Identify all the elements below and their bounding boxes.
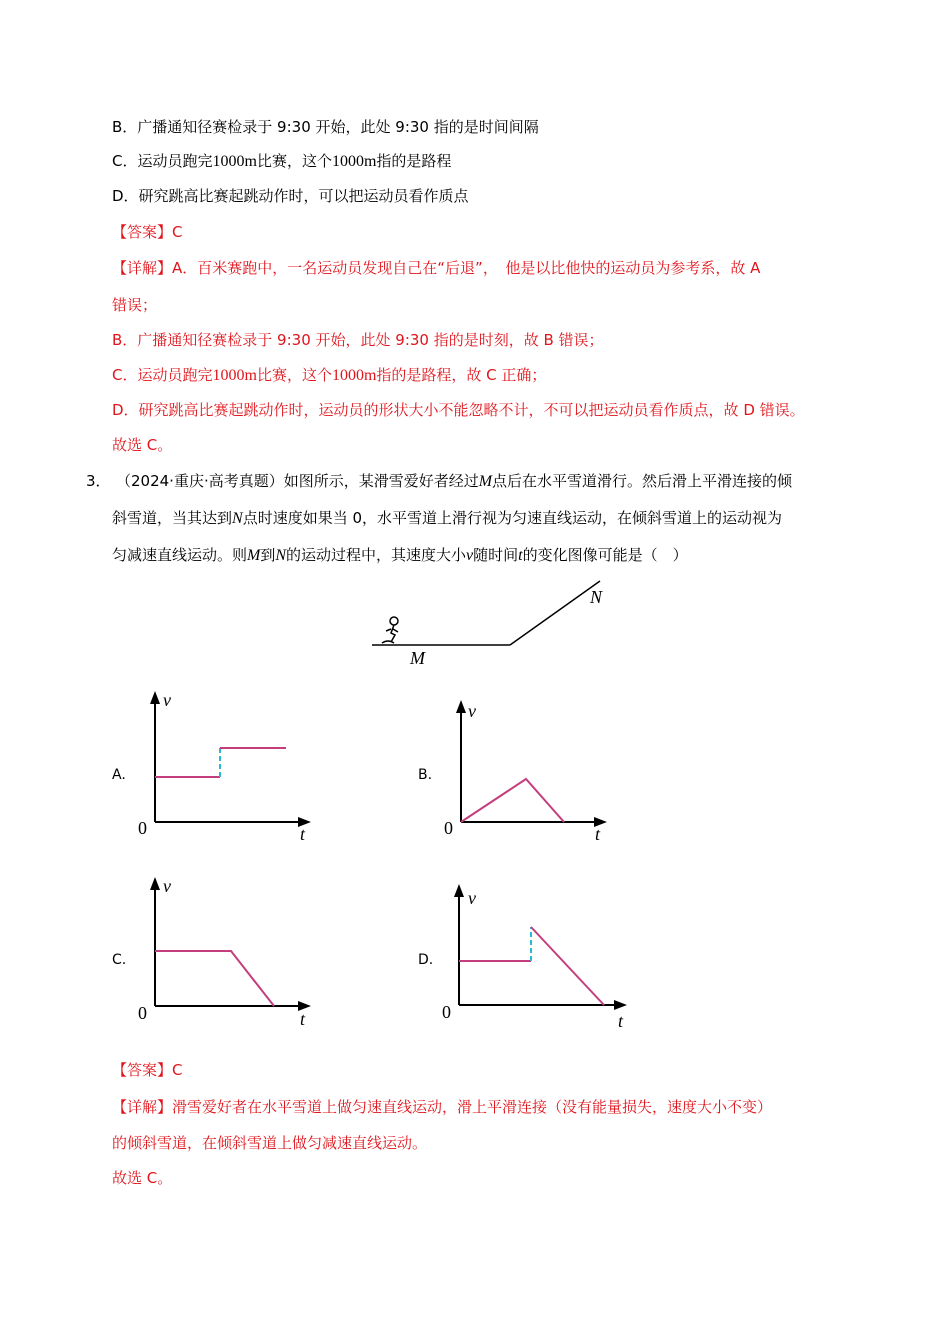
speed-curve (461, 779, 564, 822)
y-arrow (456, 700, 466, 713)
slope-track (510, 581, 600, 645)
detail-2-line-2: 的倾斜雪道，在倾斜雪道上做匀减速直线运动。 (112, 1134, 428, 1152)
option-b-prev: B．广播通知径赛检录于 9:30 开始，此处 9:30 指的是时间间隔 (112, 118, 539, 136)
graph-b[interactable] (436, 695, 626, 850)
graph-c[interactable] (130, 870, 320, 1032)
answer-2: 【答案】C (112, 1061, 183, 1079)
slope-figure (360, 575, 610, 670)
detail-1-line-5: D．研究跳高比赛起跳动作时，运动员的形状大小不能忽略不计，不可以把运动员看作质点，故 D 错误。 (112, 401, 805, 419)
answer-1: 【答案】C (112, 223, 183, 241)
zero-label: 0 (138, 818, 147, 838)
v-label: v (468, 888, 476, 908)
t-label: t (300, 824, 306, 844)
v-label: v (163, 690, 171, 710)
zero-label: 0 (444, 818, 453, 838)
question-number: 3． (86, 472, 111, 490)
t-label: t (595, 824, 601, 844)
option-d-prev: D．研究跳高比赛起跳动作时，可以把运动员看作质点 (112, 187, 469, 205)
v-label: v (468, 701, 476, 721)
zero-label: 0 (442, 1002, 451, 1022)
label-n: N (590, 587, 603, 607)
question-line-1: （2024·重庆·高考真题）如图所示，某滑雪爱好者经过M点后在水平雪道滑行。然后滑上平滑连接的倾 (116, 472, 793, 490)
detail-2-line-3: 故选 C。 (112, 1169, 173, 1187)
t-label: t (300, 1009, 306, 1029)
speed-curve (155, 951, 274, 1006)
detail-1-line-2: 错误； (112, 296, 158, 314)
option-c-prev: C．运动员跑完1000m比赛，这个1000m指的是路程 (112, 152, 452, 170)
detail-2-line-1: 【详解】滑雪爱好者在水平雪道上做匀速直线运动，滑上平滑连接（没有能量损失，速度大小不变） (112, 1098, 773, 1116)
v-label: v (163, 876, 171, 896)
t-label: t (618, 1011, 624, 1031)
label-m: M (410, 648, 425, 668)
question-line-3: 匀减速直线运动。则M到N的运动过程中，其速度大小v随时间t的变化图像可能是（ ） (112, 546, 688, 564)
option-d-label[interactable]: D. (418, 952, 434, 968)
detail-1-line-3: B．广播通知径赛检录于 9:30 开始，此处 9:30 指的是时刻，故 B 错误； (112, 331, 604, 349)
graph-a[interactable] (130, 688, 320, 848)
graph-d[interactable] (436, 877, 636, 1032)
segment-decrease (531, 927, 604, 1005)
detail-1-line-4: C．运动员跑完1000m比赛，这个1000m指的是路程，故 C 正确； (112, 366, 547, 384)
question-line-2: 斜雪道，当其达到N点时速度如果当 0，水平雪道上滑行视为匀速直线运动，在倾斜雪道上的运动视为 (112, 509, 783, 527)
skier-icon (382, 617, 398, 643)
y-arrow (150, 691, 160, 704)
detail-1-line-6: 故选 C。 (112, 436, 173, 454)
x-arrow (614, 1000, 627, 1010)
zero-label: 0 (138, 1003, 147, 1023)
detail-1-line-1: 【详解】A．百米赛跑中，一名运动员发现自己在“后退”， 他是以比他快的运动员为参考系，故 A (112, 259, 761, 277)
y-arrow (150, 877, 160, 890)
option-c-label[interactable]: C. (112, 952, 127, 968)
option-b-label[interactable]: B. (418, 767, 433, 783)
option-a-label[interactable]: A. (112, 767, 126, 783)
y-arrow (454, 884, 464, 897)
